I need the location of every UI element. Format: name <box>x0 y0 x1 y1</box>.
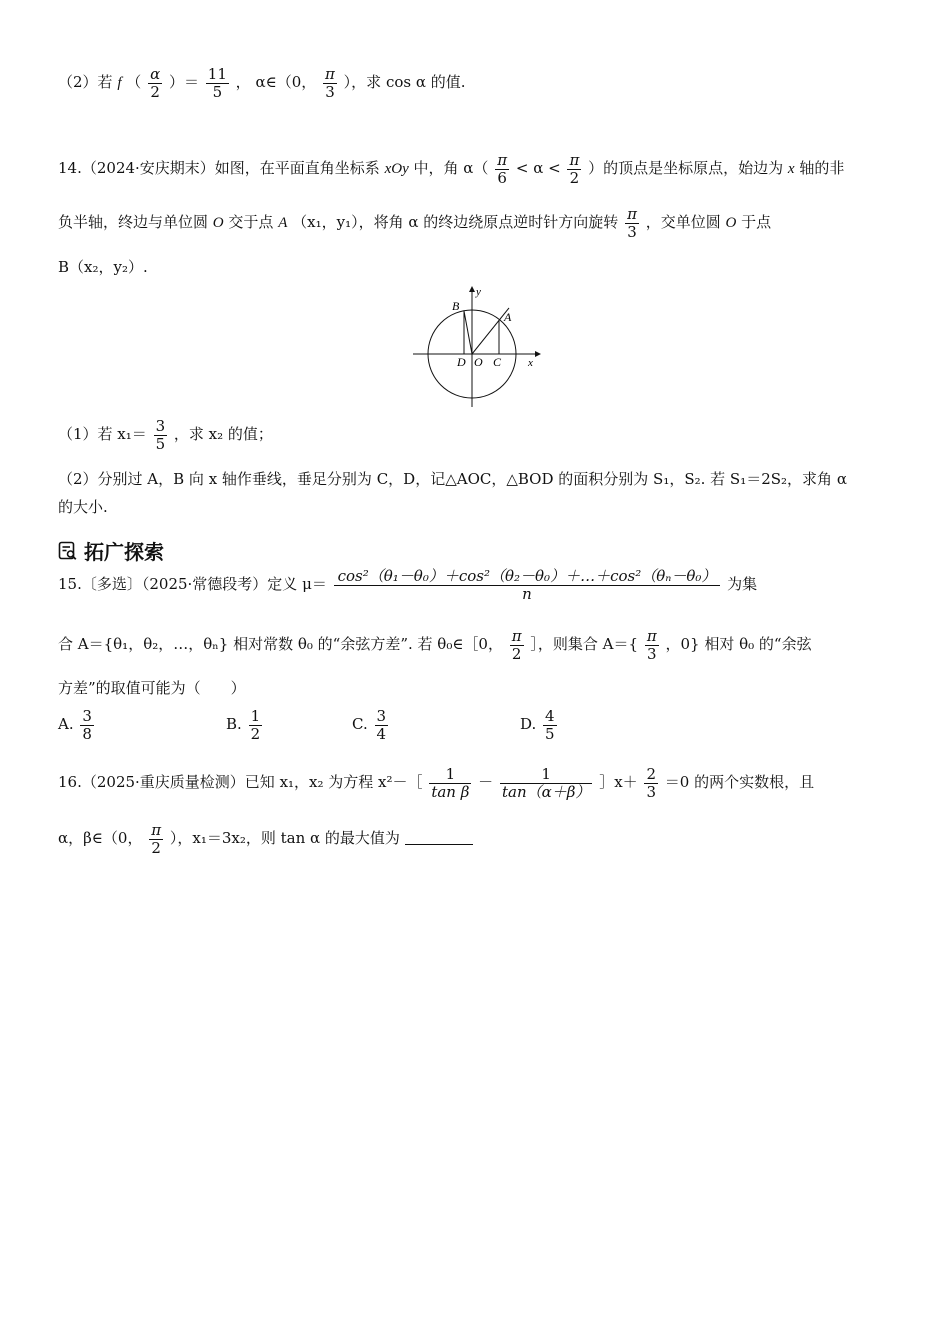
den: 3 <box>646 782 656 801</box>
option-frac <box>543 708 557 742</box>
frac-pi-2 <box>149 822 163 856</box>
text: ，交单位圆 <box>645 213 721 231</box>
text: 交于点 <box>228 213 274 231</box>
den: 5 <box>155 434 166 453</box>
frac-2-3 <box>644 766 658 800</box>
label-a: A <box>504 310 512 324</box>
label-o: O <box>474 355 483 369</box>
label-y: y <box>476 286 481 298</box>
option-label: A. <box>58 715 74 733</box>
section-header <box>58 536 164 565</box>
den: 2 <box>151 838 161 857</box>
text: 的大小. <box>58 498 108 516</box>
num: cos²（θ₁－θ₀）＋cos²（θ₂－θ₀）＋…＋cos²（θₙ－θ₀） <box>334 568 721 586</box>
num: 1 <box>500 766 592 784</box>
text: 方差”的取值可能为（ ） <box>58 679 246 697</box>
f-symbol: f <box>117 75 122 91</box>
label-b: B <box>452 299 460 313</box>
tail: ）的顶点是坐标原点，始边为 <box>588 159 784 177</box>
ineq: < α < <box>515 159 561 177</box>
num: π <box>151 821 162 839</box>
text: 于点 <box>741 213 772 231</box>
frac-pi-6 <box>495 152 509 186</box>
num: 3 <box>376 707 387 725</box>
num: 4 <box>545 707 555 725</box>
option-frac <box>249 708 263 742</box>
tail: ），求 cos α 的值. <box>343 73 466 91</box>
unit-circle-figure <box>405 282 550 412</box>
den: 3 <box>627 222 637 241</box>
num: 1 <box>429 766 471 784</box>
num: π <box>646 627 657 645</box>
den: 6 <box>497 168 507 187</box>
text: （2）分别过 A，B 向 x 轴作垂线，垂足分别为 C，D，记△AOC，△BOD 的面积分别为 S₁，S₂. 若 S₁＝2S₂，求角 α <box>58 470 847 488</box>
q13-part2 <box>58 66 466 100</box>
alpha-in: α∈（0， <box>255 73 317 91</box>
text: 15.〔多选〕（2025·常德段考）定义 μ＝ <box>58 575 327 593</box>
q14-head: 14.（2024·安庆期末）如图，在平面直角坐标系 <box>58 159 380 177</box>
num: α <box>150 65 161 83</box>
q14-line2 <box>58 206 771 240</box>
option-label: D. <box>520 715 537 733</box>
xoy: xOy <box>384 161 409 177</box>
option-a[interactable] <box>58 708 96 742</box>
label-c: C <box>493 355 502 369</box>
q15-line3 <box>58 681 246 696</box>
num: π <box>569 151 580 169</box>
text: ，求 x₂ 的值； <box>173 425 273 443</box>
den: 3 <box>325 82 335 101</box>
x-arrow <box>535 351 541 357</box>
text: ］x＋ <box>599 773 638 791</box>
den: n <box>522 584 532 603</box>
text: ＝0 的两个实数根，且 <box>664 773 815 791</box>
den: tan（α＋β） <box>501 782 591 801</box>
o: O <box>725 215 737 231</box>
text: 为集 <box>727 575 758 593</box>
q16-line2 <box>58 822 473 856</box>
num: π <box>511 627 522 645</box>
den: 2 <box>150 82 160 101</box>
q14-part2 <box>58 472 847 487</box>
paren: （ <box>126 73 142 91</box>
num: 11 <box>207 65 227 83</box>
frac-1-tanbeta <box>429 766 471 800</box>
den: 2 <box>569 168 580 187</box>
q15-line1 <box>58 568 757 602</box>
answer-blank[interactable] <box>405 830 473 845</box>
mid: 中，角 α（ <box>413 159 489 177</box>
frac-pi-3 <box>645 628 659 662</box>
q14-line3 <box>58 260 148 275</box>
option-frac <box>80 708 94 742</box>
den: 2 <box>250 724 261 743</box>
den: 2 <box>511 644 522 663</box>
text: （x₁，y₁），将角 α 的终边绕原点逆时针方向旋转 <box>292 213 619 231</box>
search-doc-icon <box>58 541 78 561</box>
den: tan β <box>431 782 470 801</box>
ray-ob <box>464 311 472 354</box>
num: 2 <box>646 765 656 783</box>
o: O <box>212 215 224 231</box>
den: 5 <box>212 82 223 101</box>
num: 3 <box>82 707 92 725</box>
q14-part2-cont <box>58 500 108 515</box>
option-label: C. <box>352 715 368 733</box>
option-label: B. <box>226 715 242 733</box>
frac-pi-3 <box>625 206 639 240</box>
tail-b: 轴的非 <box>799 159 845 177</box>
label-d: D <box>457 355 466 369</box>
section-title: 拓广探索 <box>84 540 164 564</box>
text: ），x₁＝3x₂，则 tan α 的最大值为 <box>169 829 400 847</box>
frac-alpha-2 <box>148 66 162 100</box>
y-arrow <box>469 286 475 292</box>
label: （2）若 <box>58 73 113 91</box>
den: 5 <box>545 724 555 743</box>
text: （1）若 x₁＝ <box>58 425 147 443</box>
num: 3 <box>155 417 166 435</box>
comma: ， <box>235 73 251 91</box>
num: 1 <box>250 707 261 725</box>
den: 4 <box>376 724 387 743</box>
num: π <box>497 151 508 169</box>
x: x <box>787 161 795 177</box>
num: π <box>627 205 637 223</box>
text: B（x₂，y₂）. <box>58 258 148 276</box>
q16-line1 <box>58 766 814 800</box>
num: π <box>325 65 335 83</box>
text: α，β∈（0， <box>58 829 143 847</box>
minus: － <box>478 773 494 791</box>
text: 16.（2025·重庆质量检测）已知 x₁，x₂ 为方程 x²－［ <box>58 773 423 791</box>
frac-pi-3 <box>323 66 337 100</box>
q14-line1 <box>58 152 844 186</box>
den: 3 <box>647 644 657 663</box>
frac-pi-2 <box>567 152 581 186</box>
paren-eq: ）＝ <box>169 73 200 91</box>
frac-1-tan-alpha-beta <box>500 766 592 800</box>
option-d[interactable] <box>520 708 559 742</box>
frac-3-5 <box>154 418 168 452</box>
den: 8 <box>82 724 92 743</box>
frac-pi-2 <box>510 628 524 662</box>
q15-line2 <box>58 628 812 662</box>
text: 负半轴，终边与单位圆 <box>58 213 209 231</box>
option-frac <box>375 708 389 742</box>
text: ］，则集合 A＝{ <box>530 635 639 653</box>
frac-11-5 <box>206 66 229 100</box>
frac-cosine-variance <box>334 568 721 602</box>
text: ，0} 相对 θ₀ 的“余弦 <box>665 635 812 653</box>
option-b[interactable] <box>226 708 264 742</box>
option-c[interactable] <box>352 708 390 742</box>
label-x: x <box>528 357 533 369</box>
a: A <box>278 215 288 231</box>
text: 合 A＝{θ₁，θ₂，…，θₙ} 相对常数 θ₀ 的“余弦方差”. 若 θ₀∈［0， <box>58 635 503 653</box>
q14-part1 <box>58 418 273 452</box>
